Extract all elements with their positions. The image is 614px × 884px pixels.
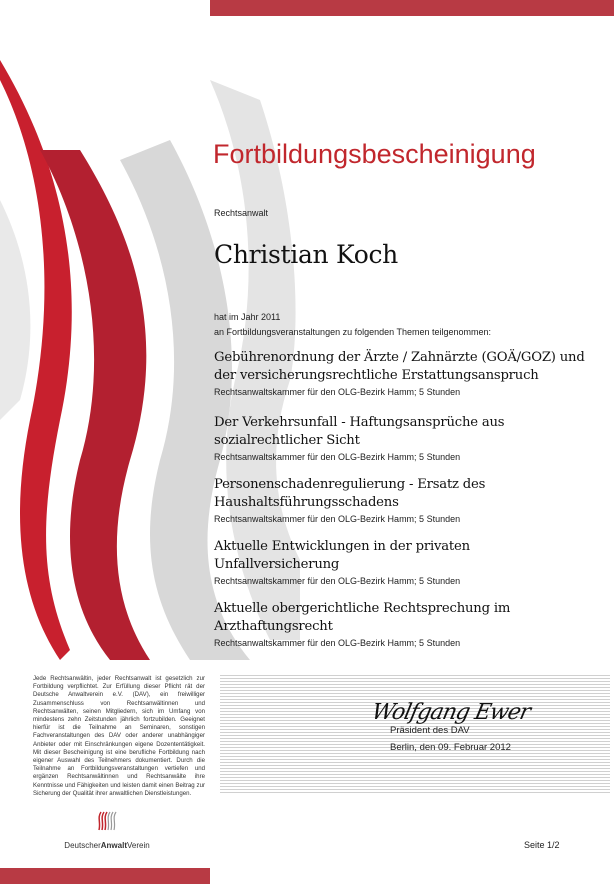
topic-source: Rechtsanwaltskammer für den OLG-Bezirk Hamm; 5 Stunden xyxy=(214,387,461,397)
intro-line: an Fortbildungsveranstaltungen zu folgenden Themen teilgenommen: xyxy=(214,327,492,337)
topic-source: Rechtsanwaltskammer für den OLG-Bezirk Hamm; 5 Stunden xyxy=(214,452,461,462)
topic-item xyxy=(214,476,604,524)
year-line: hat im Jahr 2011 xyxy=(214,312,281,322)
signatory-position: Präsident des DAV xyxy=(390,725,470,736)
topic-title: Gebührenordnung der Ärzte / Zahnärzte (GOÄ/GOZ) und der versicherungsrechtliche Erstattungsanspruch xyxy=(214,350,585,383)
dav-logo-icon xyxy=(95,808,119,834)
topic-source: Rechtsanwaltskammer für den OLG-Bezirk Hamm; 5 Stunden xyxy=(214,514,461,524)
topic-item xyxy=(214,349,604,397)
document-title: Fortbildungsbescheinigung xyxy=(213,139,536,169)
logo-text-bold: Anwalt xyxy=(100,841,127,850)
logo-text-part: Verein xyxy=(127,841,150,850)
topic-item xyxy=(214,538,604,586)
bottom-accent-bar xyxy=(0,868,210,884)
topic-item xyxy=(214,414,604,462)
recipient-name: Christian Koch xyxy=(214,240,398,269)
topic-item xyxy=(214,600,604,648)
legal-note: Jede Rechtsanwältin, jeder Rechtsanwalt ist gesetzlich zur Fortbildung verpflichtet. Zur Erfüllung dieser Pflicht rät der Deutsche Anwaltverein e.V. (DAV), ein freiwilliger Zusammenschluss von Rechtsanwältinnen und Rechtsanwälten, seinen Mitgliedern, sich im Umfang von mindestens zehn Zeitstunden jährlich fortzubilden. Geeignet hierfür ist die Teilnahme an Seminaren, sonstigen Fachveranstaltungen des DAV oder anderer unabhängiger Anbieter oder mit Einschränkungen eigene Dozententätigkeit. Mit dieser Bescheinigung ist eine berufliche Fortbildung nach eigener Auswahl des Teilnehmers dokumentiert. Durch die Teilnahme an Fortbildungsveranstaltungen vertiefen und ergänzen Rechtsanwältinnen und Rechtsanwälte ihre Kenntnisse und Fähigkeiten und leisten damit einen Beitrag zur Sicherung der Qualität ihrer anwaltlichen Dienstleistungen. xyxy=(33,675,205,797)
topic-title: Der Verkehrsunfall - Haftungsansprüche aus sozialrechtlicher Sicht xyxy=(214,415,505,448)
topic-title: Aktuelle obergerichtliche Rechtsprechung im Arzthaftungsrecht xyxy=(214,601,511,634)
page-number: Seite 1/2 xyxy=(524,840,560,850)
topic-source: Rechtsanwaltskammer für den OLG-Bezirk Hamm; 5 Stunden xyxy=(214,576,461,586)
topic-title: Aktuelle Entwicklungen in der privaten Unfallversicherung xyxy=(214,539,470,572)
logo-text-part: Deutscher xyxy=(64,841,101,850)
topic-source: Rechtsanwaltskammer für den OLG-Bezirk Hamm; 5 Stunden xyxy=(214,638,461,648)
topic-title: Personenschadenregulierung - Ersatz des Haushaltsführungsschadens xyxy=(214,477,486,510)
recipient-role: Rechtsanwalt xyxy=(214,208,269,218)
dav-logo xyxy=(52,808,162,850)
signature-date: Berlin, den 09. Februar 2012 xyxy=(390,742,511,753)
signature: Wolfgang Ewer xyxy=(369,700,533,725)
